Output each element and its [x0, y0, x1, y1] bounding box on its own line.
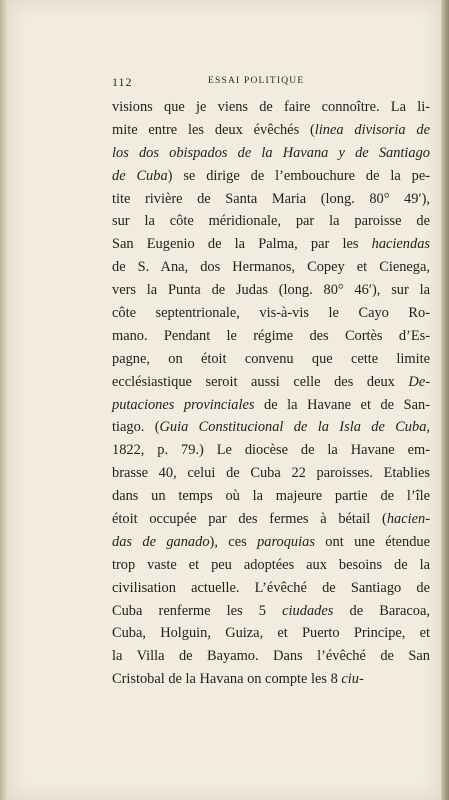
text-line	[112, 188, 430, 211]
text-run: Cristobal de la Havana on compte les 8	[112, 671, 342, 688]
text-run: ) se dirige de l’embouchure de la pe-	[167, 167, 430, 184]
italic-text: haciendas	[371, 236, 430, 253]
italic-text: los dos obispados de la Havana y de Santiago	[112, 144, 430, 161]
text-run: étoit occupée par des fermes à bétail (	[112, 511, 387, 528]
text-line	[112, 600, 430, 623]
italic-text: linea divisoria de	[314, 121, 430, 138]
italic-text: das de ganado	[112, 533, 210, 550]
text-run: San Eugenio de la Palma, par les	[112, 236, 372, 253]
text-line	[112, 554, 430, 577]
text-run: Cuba, Holguin, Guiza, et Puerto Principe, et	[112, 625, 430, 642]
text-line	[112, 165, 430, 188]
text-line	[112, 668, 430, 691]
text-line	[112, 577, 430, 600]
italic-text: paroquias	[257, 533, 315, 550]
text-run: la Villa de Bayamo. Dans l’évêché de San	[112, 648, 430, 665]
text-line	[112, 508, 430, 531]
text-run: de la Havane et de San-	[254, 396, 430, 413]
text-run: Cuba renferme les 5	[112, 602, 283, 619]
text-line	[112, 462, 430, 485]
text-line	[112, 622, 430, 645]
text-line	[112, 394, 430, 417]
text-line	[112, 233, 430, 256]
italic-text: hacien-	[386, 511, 430, 528]
text-line	[112, 416, 430, 439]
italic-text: ciu-	[341, 671, 364, 688]
text-line	[112, 439, 430, 462]
text-line	[112, 485, 430, 508]
text-line	[112, 256, 430, 279]
text-line	[112, 531, 430, 554]
italic-text: Guia Constitucional de la Isla de Cuba	[159, 419, 427, 436]
text-run: ecclésiastique seroit aussi celle des deux	[112, 373, 409, 390]
text-line	[112, 645, 430, 668]
italic-text: De-	[408, 373, 430, 390]
text-line	[112, 302, 430, 325]
text-run: ,	[426, 419, 430, 436]
text-run: ), ces	[209, 533, 258, 550]
text-run: trop vaste et peu adoptées aux besoins de la	[112, 556, 430, 573]
text-run: 1822, p. 79.) Le diocèse de la Havane em-	[112, 442, 430, 459]
scan-right-edge	[441, 0, 449, 800]
scan-left-edge	[0, 0, 8, 800]
text-run: tiago. (	[112, 419, 160, 436]
running-head: ESSAI POLITIQUE	[208, 76, 305, 86]
text-line	[112, 371, 430, 394]
text-line	[112, 119, 430, 142]
text-run: sur la côte méridionale, par la paroisse de	[112, 213, 430, 230]
text-run: de Baracoa,	[333, 602, 430, 619]
body-text	[112, 96, 430, 691]
text-run: mite entre les deux évêchés (	[112, 121, 315, 138]
text-run: brasse 40, celui de Cuba 22 paroisses. Etablies	[112, 465, 430, 482]
italic-text: putaciones provinciales	[112, 396, 255, 413]
text-run: visions que je viens de faire connoître. La li-	[112, 99, 430, 115]
text-run: ont une étendue	[314, 533, 430, 550]
text-run: civilisation actuelle. L’évêché de Santiago de	[112, 579, 430, 596]
text-line	[112, 325, 430, 348]
text-run: dans un temps où la majeure partie de l’île	[112, 488, 430, 505]
text-run: côte septentrionale, vis-à-vis le Cayo Ro-	[112, 305, 430, 322]
page-number: 112	[112, 75, 133, 89]
text-run: vers la Punta de Judas (long. 80° 46′), sur la	[112, 282, 430, 299]
italic-text: ciudades	[282, 602, 334, 619]
text-run: de S. Ana, dos Hermanos, Copey et Cienega,	[112, 259, 430, 276]
text-line	[112, 96, 430, 119]
text-line	[112, 210, 430, 233]
text-line	[112, 279, 430, 302]
text-run: pagne, on étoit convenu que cette limite	[112, 350, 430, 367]
text-run: tite rivière de Santa Maria (long. 80° 49′),	[112, 190, 430, 207]
text-line	[112, 142, 430, 165]
page-header	[112, 75, 427, 91]
text-run: mano. Pendant le régime des Cortès d’Es-	[112, 327, 430, 344]
text-line	[112, 348, 430, 371]
italic-text: de Cuba	[112, 167, 168, 184]
